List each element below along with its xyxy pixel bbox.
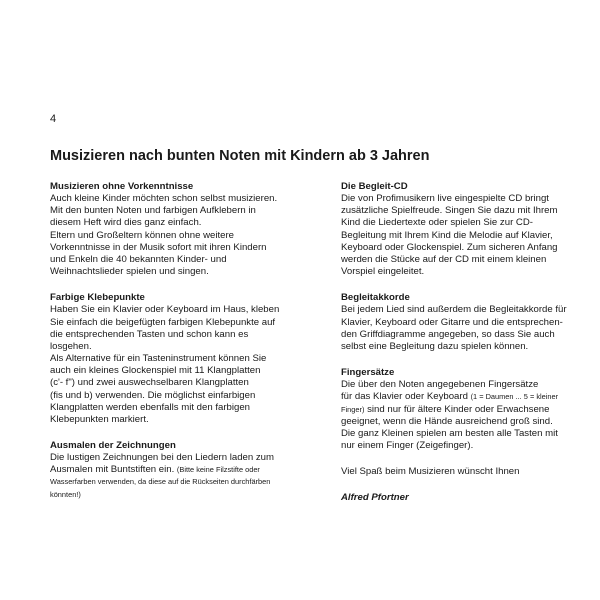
- body-line: diesem Heft wird dies ganz einfach.: [50, 217, 202, 229]
- body-line: Eltern und Großeltern können ohne weitere: [50, 229, 234, 241]
- body-line: werden die Stücke auf der CD mit einem kleinen: [341, 253, 547, 265]
- section-die-begleit-cd: [341, 181, 575, 278]
- note-text: Finger): [341, 404, 365, 414]
- closing-text: Viel Spaß beim Musizieren wünscht Ihnen: [341, 466, 520, 478]
- body-line: Die über den Noten angegebenen Fingersätze: [341, 379, 539, 391]
- body-line: Vorspiel eingeleitet.: [341, 266, 425, 278]
- body-text: Ausmalen mit Buntstiften ein.: [50, 464, 175, 476]
- body-line: Sie einfach die beigefügten farbigen Klebepunkte auf: [50, 316, 276, 328]
- body-line: Als Alternative für ein Tasteninstrument können Sie: [50, 353, 267, 365]
- body-line: [341, 391, 575, 403]
- body-line: Die von Profimusikern live eingespielte CD bringt: [341, 193, 549, 205]
- note-text: (1 = Daumen ... 5 = kleiner: [470, 392, 559, 402]
- section-heading: Farbige Klebepunkte: [50, 292, 145, 304]
- section-heading: Musizieren ohne Vorkenntnisse: [50, 181, 194, 192]
- body-line: Begleitung mit Ihrem Kind die Melodie auf Klavier,: [341, 229, 553, 241]
- note-text: (Bitte keine Filzstifte oder: [176, 465, 260, 475]
- right-column: [341, 181, 575, 504]
- body-line: Vorkenntnisse in der Musik sofort mit ihren Kindern: [50, 241, 267, 253]
- body-line: Mit den bunten Noten und farbigen Aufklebern in: [50, 205, 256, 217]
- section-ausmalen-der-zeichnungen: [50, 440, 300, 501]
- body-text: für das Klavier oder Keyboard: [341, 391, 468, 403]
- signature: Alfred Pfortner: [341, 492, 409, 504]
- page-title: Musizieren nach bunten Noten mit Kindern ab 3 Jahren: [50, 148, 430, 164]
- section-heading: Begleitakkorde: [341, 292, 410, 304]
- left-column: [50, 181, 300, 515]
- body-line: Bei jedem Lied sind außerdem die Begleitakkorde für: [341, 304, 567, 316]
- section-heading: Die Begleit-CD: [341, 181, 408, 192]
- body-line: Klangplatten werden ebenfalls mit den farbigen: [50, 401, 251, 413]
- section-farbige-klebepunkte: [50, 292, 300, 426]
- section-heading: Ausmalen der Zeichnungen: [50, 439, 176, 451]
- body-line: den Griffdiagramme angegeben, so dass Sie auch: [341, 328, 555, 340]
- body-line: Die ganz Kleinen spielen am besten alle Tasten mit: [341, 427, 558, 439]
- body-line: zusätzliche Spielfreude. Singen Sie dazu mit Ihrem: [341, 205, 558, 217]
- body-line: (c'- f") und zwei auswechselbaren Klangplatten: [50, 377, 249, 389]
- body-line: die entsprechenden Tasten und schon kann es: [50, 328, 249, 340]
- body-line: Weihnachtslieder spielen und singen.: [50, 266, 209, 278]
- page-number: 4: [50, 113, 57, 125]
- body-line: und Enkeln die 40 bekannten Kinder- und: [50, 253, 227, 265]
- body-line: (fis und b) verwenden. Die möglichst einfarbigen: [50, 389, 256, 401]
- body-line: Haben Sie ein Klavier oder Keyboard im Haus, kleben: [50, 304, 280, 316]
- section-heading: Fingersätze: [341, 367, 395, 379]
- note-line: könnten!): [50, 489, 81, 499]
- body-line: Keyboard oder Glockenspiel. Zum sicheren Anfang: [341, 241, 558, 253]
- body-line: [50, 464, 300, 476]
- body-line: Klavier, Keyboard oder Gitarre und die entsprechen-: [341, 316, 563, 328]
- body-text: sind nur für ältere Kinder oder Erwachsene: [367, 403, 550, 415]
- body-line: geeignet, wenn die Hände ausreichend groß sind.: [341, 415, 553, 427]
- body-line: selbst eine Begleitung dazu spielen können.: [341, 340, 529, 352]
- section-begleitakkorde: [341, 292, 575, 353]
- body-line: auch ein kleines Glockenspiel mit 11 Klangplatten: [50, 365, 261, 377]
- body-line: Auch kleine Kinder möchten schon selbst musizieren.: [50, 193, 278, 205]
- section-musizieren-ohne-vorkenntnisse: [50, 181, 300, 278]
- body-line: Klebepunkten markiert.: [50, 413, 149, 425]
- section-fingersaetze: [341, 367, 575, 452]
- note-line: Wasserfarben verwenden, da diese auf die Rückseiten durchfärben: [50, 477, 271, 487]
- body-line: Kind die Liedertexte oder spielen Sie zur CD-: [341, 217, 533, 229]
- body-line: nur einem Finger (Zeigefinger).: [341, 439, 474, 451]
- body-line: losgehen.: [50, 340, 92, 352]
- body-line: Die lustigen Zeichnungen bei den Liedern laden zum: [50, 452, 275, 464]
- body-line: [341, 404, 575, 416]
